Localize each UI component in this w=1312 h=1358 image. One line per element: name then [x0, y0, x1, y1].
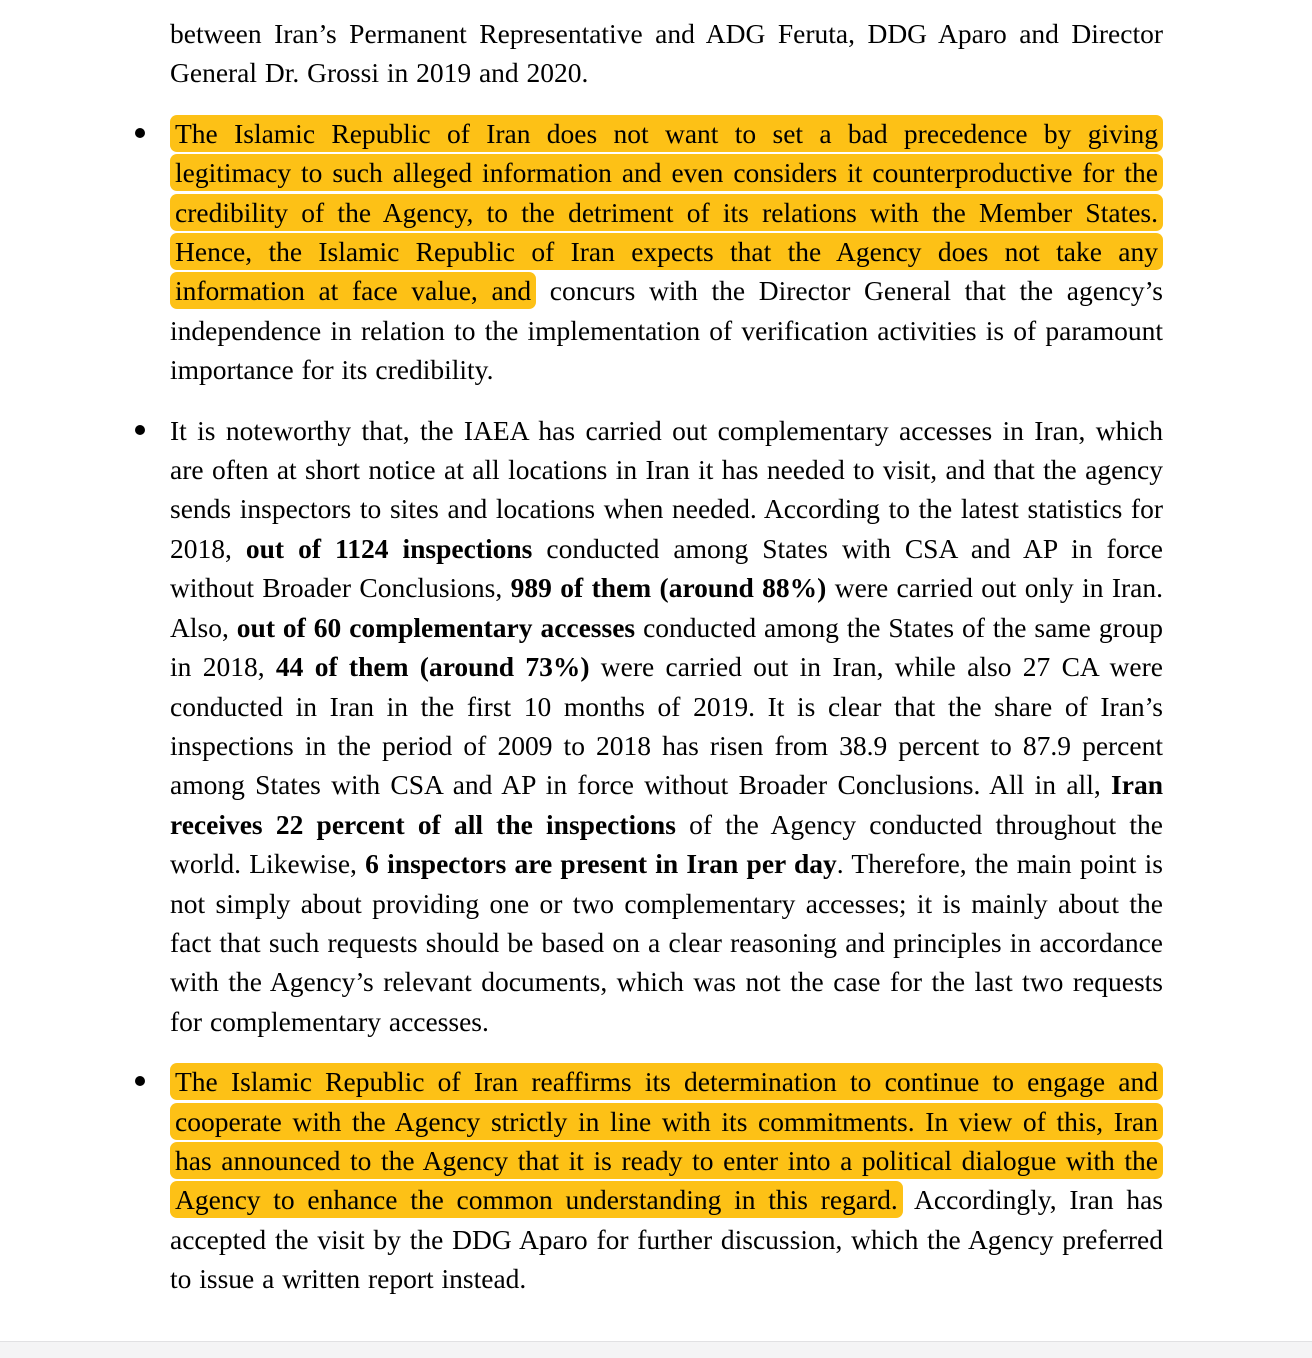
bullet-item-precedence: [170, 114, 1163, 390]
bullet-text: [170, 115, 1163, 385]
body-text: conducted among the States of the same group in 2018,: [170, 611, 1163, 683]
bold-stat-text: 6 inspectors are present in Iran per day: [365, 848, 837, 880]
body-text: of the Agency conducted throughout the world. Likewise,: [170, 808, 1163, 880]
page-bottom-bar: [0, 1341, 1312, 1358]
body-text: It is noteworthy that, the IAEA has carried out complementary accesses in Iran, which are often at short notice at all locations in Iran it has needed to visit, and that the agency sends inspectors to sites and locations when needed. According to the latest statistics for 2018,: [170, 414, 1163, 564]
bullet-list: [170, 114, 1163, 1299]
bullet-text: [170, 415, 1163, 1037]
body-text: were carried out in Iran, while also 27 CA were conducted in Iran in the first 10 months of 2019. It is clear that the share of Iran’s inspections in the period of 2009 to 2018 has risen from 38.9 percent to 87.9 percent among States with CSA and AP in force without Broader Conclusions. All in all,: [170, 651, 1164, 801]
bold-stat-text: out of 60 complementary accesses: [236, 611, 636, 643]
bullet-icon: [135, 128, 145, 138]
body-text: were carried out only in Iran. Also,: [170, 572, 1163, 643]
bold-stat-text: Iran receives 22 percent of all the inspections: [170, 769, 1163, 840]
highlighted-text: The Islamic Republic of Iran does not want to set a bad precedence by giving legitimacy to such alleged information and even considers it counterproductive for the credibility of the Agency, to the detriment of its relations with the Member States. Hence, the Islamic Republic of Iran expects that the Agency does not take any information at face value, and: [170, 115, 1163, 310]
bold-stat-text: out of 1124 inspections: [245, 532, 533, 564]
bullet-item-cooperation: [170, 1062, 1163, 1298]
bullet-text: [170, 1063, 1163, 1294]
highlighted-text: The Islamic Republic of Iran reaffirms its determination to continue to engage and cooperate with the Agency strictly in line with its commitments. In view of this, Iran has announced to the Agency that it is ready to enter into a political dialogue with the Agency to enhance the common understanding in this regard.: [170, 1063, 1163, 1218]
body-text: . Therefore, the main point is not simply about providing one or two complementary accesses; it is mainly about the fact that such requests should be based on a clear reasoning and principles in accordance with the Agency’s relevant documents, which was not the case for the last two requests for complementary accesses.: [170, 848, 1164, 1037]
body-text: concurs with the Director General that the agency’s independence in relation to the implementation of verification activities is of paramount importance for its credibility.: [170, 275, 1163, 386]
intro-paragraph: [170, 14, 1163, 93]
bold-stat-text: 44 of them (around 73%): [275, 651, 590, 683]
bold-stat-text: 989 of them (around 88%): [510, 572, 827, 604]
body-text: Accordingly, Iran has accepted the visit by the DDG Aparo for further discussion, which the Agency preferred to issue a written report instead.: [170, 1184, 1163, 1295]
text-column: [170, 14, 1163, 1320]
bullet-icon: [135, 1076, 145, 1086]
body-text: conducted among States with CSA and AP in force without Broader Conclusions,: [170, 532, 1164, 604]
body-text: between Iran’s Permanent Representative and ADG Feruta, DDG Aparo and Director General Dr. Grossi in 2019 and 2020.: [170, 18, 1163, 89]
bullet-item-inspections: [170, 411, 1163, 1042]
bullet-icon: [135, 425, 145, 435]
